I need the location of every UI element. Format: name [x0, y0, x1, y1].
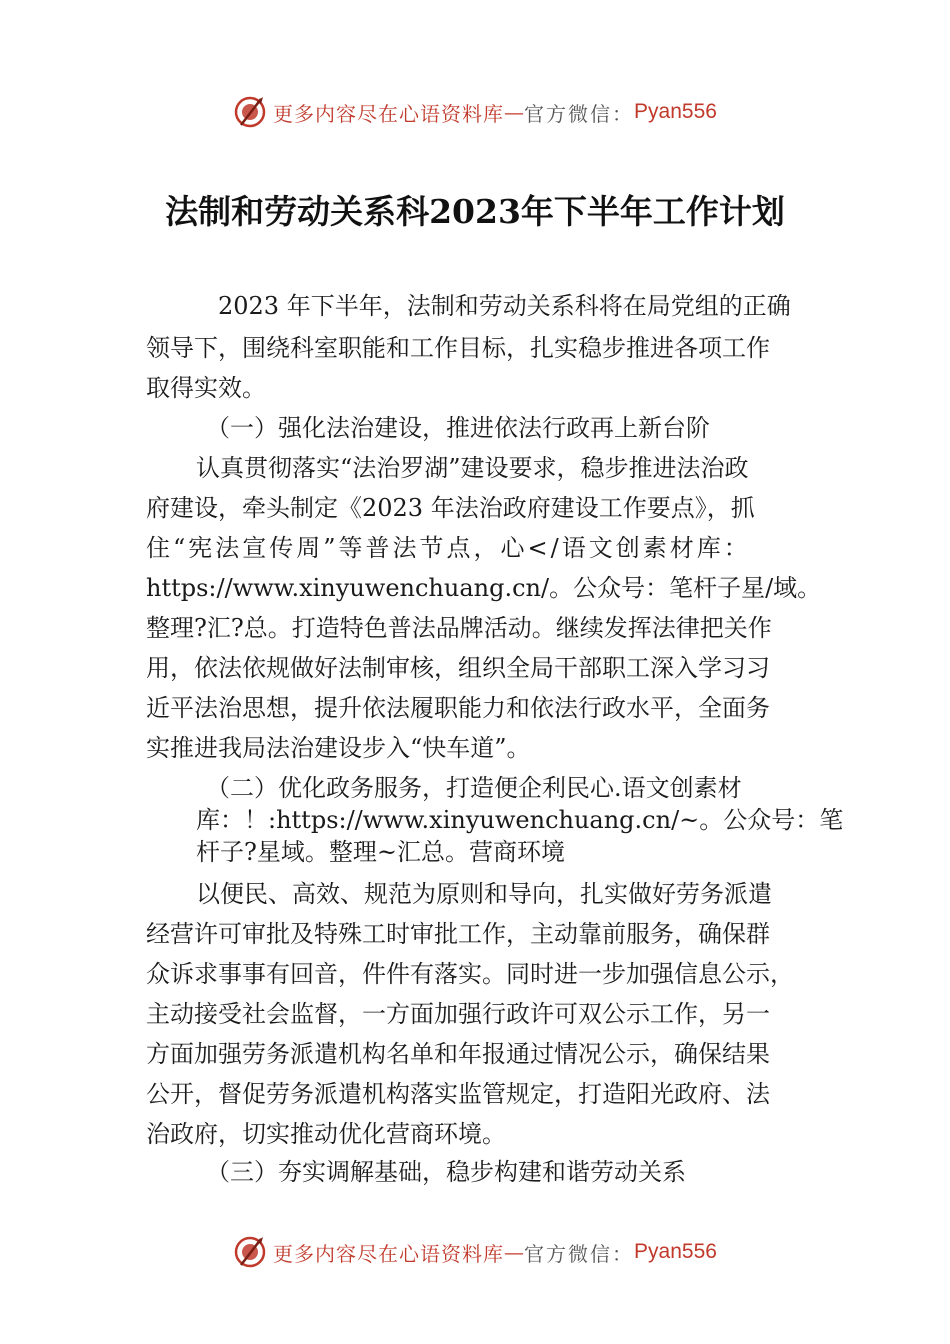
body-line: 方面加强劳务派遣机构名单和年报通过情况公示，确保结果	[146, 1040, 770, 1068]
section-heading: （二）优化政务服务，打造便企利民心.语文创素材	[206, 774, 742, 802]
banner-separator: —	[504, 1240, 525, 1264]
body-line: 住“宪法宣传周”等普法节点，心</语文创素材库：	[146, 534, 751, 562]
body-line: https://www.xinyuwenchuang.cn/。公众号：笔杆子星/域。	[146, 574, 822, 602]
footer-banner	[0, 1232, 950, 1272]
body-line: 2023 年下半年，法制和劳动关系科将在局党组的正确	[218, 292, 791, 320]
body-line: 公开，督促劳务派遣机构落实监管规定，打造阳光政府、法	[146, 1080, 770, 1108]
section-heading: 杆子?星域。整理~汇总。营商环境	[196, 838, 565, 866]
banner-wechat-label: 官方微信：	[524, 101, 635, 126]
body-line: 治政府，切实推动优化营商环境。	[146, 1120, 506, 1148]
body-line: 用，依法依规做好法制审核，组织全局干部职工深入学习习	[146, 654, 770, 682]
body-line: 众诉求事事有回音，件件有落实。同时进一步加强信息公示，	[146, 960, 794, 988]
banner-text: 更多内容尽在心语资料库	[273, 1241, 505, 1266]
body-line: 经营许可审批及特殊工时审批工作，主动靠前服务，确保群	[146, 920, 770, 948]
quill-seal-icon	[233, 1235, 267, 1269]
banner-text: 更多内容尽在心语资料库	[273, 101, 505, 126]
banner-wechat-label: 官方微信：	[524, 1241, 635, 1266]
quill-seal-icon	[233, 95, 267, 129]
body-line: 府建设，牵头制定《2023 年法治政府建设工作要点》，抓	[146, 494, 755, 522]
header-banner	[0, 92, 950, 132]
document-title: 法制和劳动关系科2023年下半年工作计划	[165, 192, 785, 231]
banner-wechat-id: Pyan556	[634, 1240, 717, 1263]
banner-wechat-id: Pyan556	[634, 100, 717, 123]
body-line: 整理?汇?总。打造特色普法品牌活动。继续发挥法律把关作	[146, 614, 772, 642]
section-heading: 库：！:https://www.xinyuwenchuang.cn/~。公众号：笔	[196, 806, 844, 834]
body-line: 领导下，围绕科室职能和工作目标，扎实稳步推进各项工作	[146, 334, 770, 362]
body-line: 以便民、高效、规范为原则和导向，扎实做好劳务派遣	[196, 880, 772, 908]
section-heading: （一）强化法治建设，推进依法行政再上新台阶	[206, 414, 710, 442]
banner-separator: —	[504, 100, 525, 124]
section-heading: （三）夯实调解基础，稳步构建和谐劳动关系	[206, 1158, 686, 1186]
body-line: 主动接受社会监督，一方面加强行政许可双公示工作，另一	[146, 1000, 770, 1028]
body-line: 取得实效。	[146, 374, 266, 402]
body-line: 实推进我局法治建设步入“快车道”。	[146, 734, 531, 762]
body-line: 近平法治思想，提升依法履职能力和依法行政水平，全面务	[146, 694, 770, 722]
body-line: 认真贯彻落实“法治罗湖”建设要求，稳步推进法治政	[196, 454, 749, 482]
